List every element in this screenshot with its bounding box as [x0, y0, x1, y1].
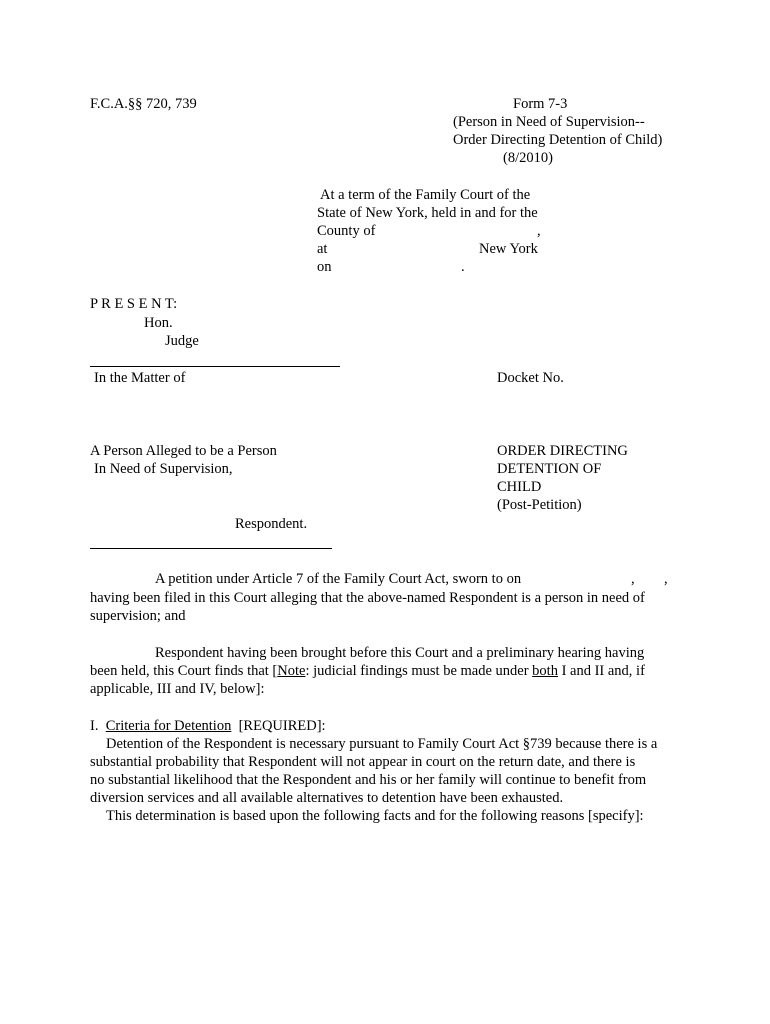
hearing-line1: Respondent having been brought before this Court and a preliminary hearing having	[155, 645, 645, 661]
respondent-label: Respondent.	[235, 516, 308, 532]
section1-title: Criteria for Detention	[105, 718, 232, 734]
order-title-line2: DETENTION OF	[497, 461, 602, 477]
caption-bottom-rule	[90, 548, 332, 549]
hearing-line2-mid: : judicial findings must be made under	[305, 663, 533, 679]
note-word: Note	[277, 663, 306, 679]
both-word: both	[532, 663, 558, 679]
section1-heading	[90, 717, 326, 735]
form-number: Form 7-3	[513, 96, 568, 112]
county-comma: ,	[537, 223, 541, 239]
petition-line2: having been filed in this Court alleging that the above-named Respondent is a person in need of	[90, 590, 645, 606]
hearing-line2	[90, 662, 645, 680]
on-label: on	[317, 259, 332, 275]
county-label: County of	[317, 223, 376, 239]
hearing-line2-post: I and II and, if	[557, 663, 645, 679]
court-term-line1: At a term of the Family Court of the	[320, 187, 531, 203]
section1-number: I.	[90, 718, 99, 734]
matter-label: In the Matter of	[94, 370, 186, 386]
order-title-line4: (Post-Petition)	[497, 497, 582, 513]
petition-line3: supervision; and	[90, 608, 186, 624]
state-name: New York	[479, 241, 538, 257]
court-term-line2: State of New York, held in and for the	[317, 205, 538, 221]
hon-label: Hon.	[144, 315, 173, 331]
docket-label: Docket No.	[497, 370, 564, 386]
judge-label: Judge	[165, 333, 199, 349]
section1-required: [REQUIRED]:	[238, 718, 326, 734]
section1-line5: This determination is based upon the following facts and for the following reasons [specify]:	[106, 808, 644, 824]
section1-line1: Detention of the Respondent is necessary pursuant to Family Court Act §739 because there is a	[106, 736, 658, 752]
alleged-line2: In Need of Supervision,	[94, 461, 233, 477]
order-title-line3: CHILD	[497, 479, 542, 495]
statute-citation: F.C.A.§§ 720, 739	[90, 96, 197, 112]
alleged-line1: A Person Alleged to be a Person	[90, 443, 277, 459]
caption-top-rule	[90, 366, 340, 367]
petition-sep1: ,	[631, 571, 635, 587]
form-title-line2: Order Directing Detention of Child)	[453, 132, 663, 148]
hearing-line3: applicable, III and IV, below]:	[90, 681, 265, 697]
form-title-line1: (Person in Need of Supervision--	[453, 114, 645, 130]
present-label: P R E S E N T:	[90, 296, 178, 312]
petition-sep2: ,	[664, 571, 668, 587]
hearing-line2-pre: been held, this Court finds that [	[90, 663, 278, 679]
section1-line4: diversion services and all available alternatives to detention have been exhausted.	[90, 790, 564, 806]
petition-line1: A petition under Article 7 of the Family Court Act, sworn to on	[155, 571, 522, 587]
section1-line2: substantial probability that Respondent will not appear in court on the return date, and there is	[90, 754, 636, 770]
section1-line3: no substantial likelihood that the Respondent and his or her family will continue to benefit from	[90, 772, 647, 788]
form-date: (8/2010)	[503, 150, 553, 166]
date-period: .	[461, 259, 465, 275]
order-title-line1: ORDER DIRECTING	[497, 443, 628, 459]
at-label: at	[317, 241, 328, 257]
